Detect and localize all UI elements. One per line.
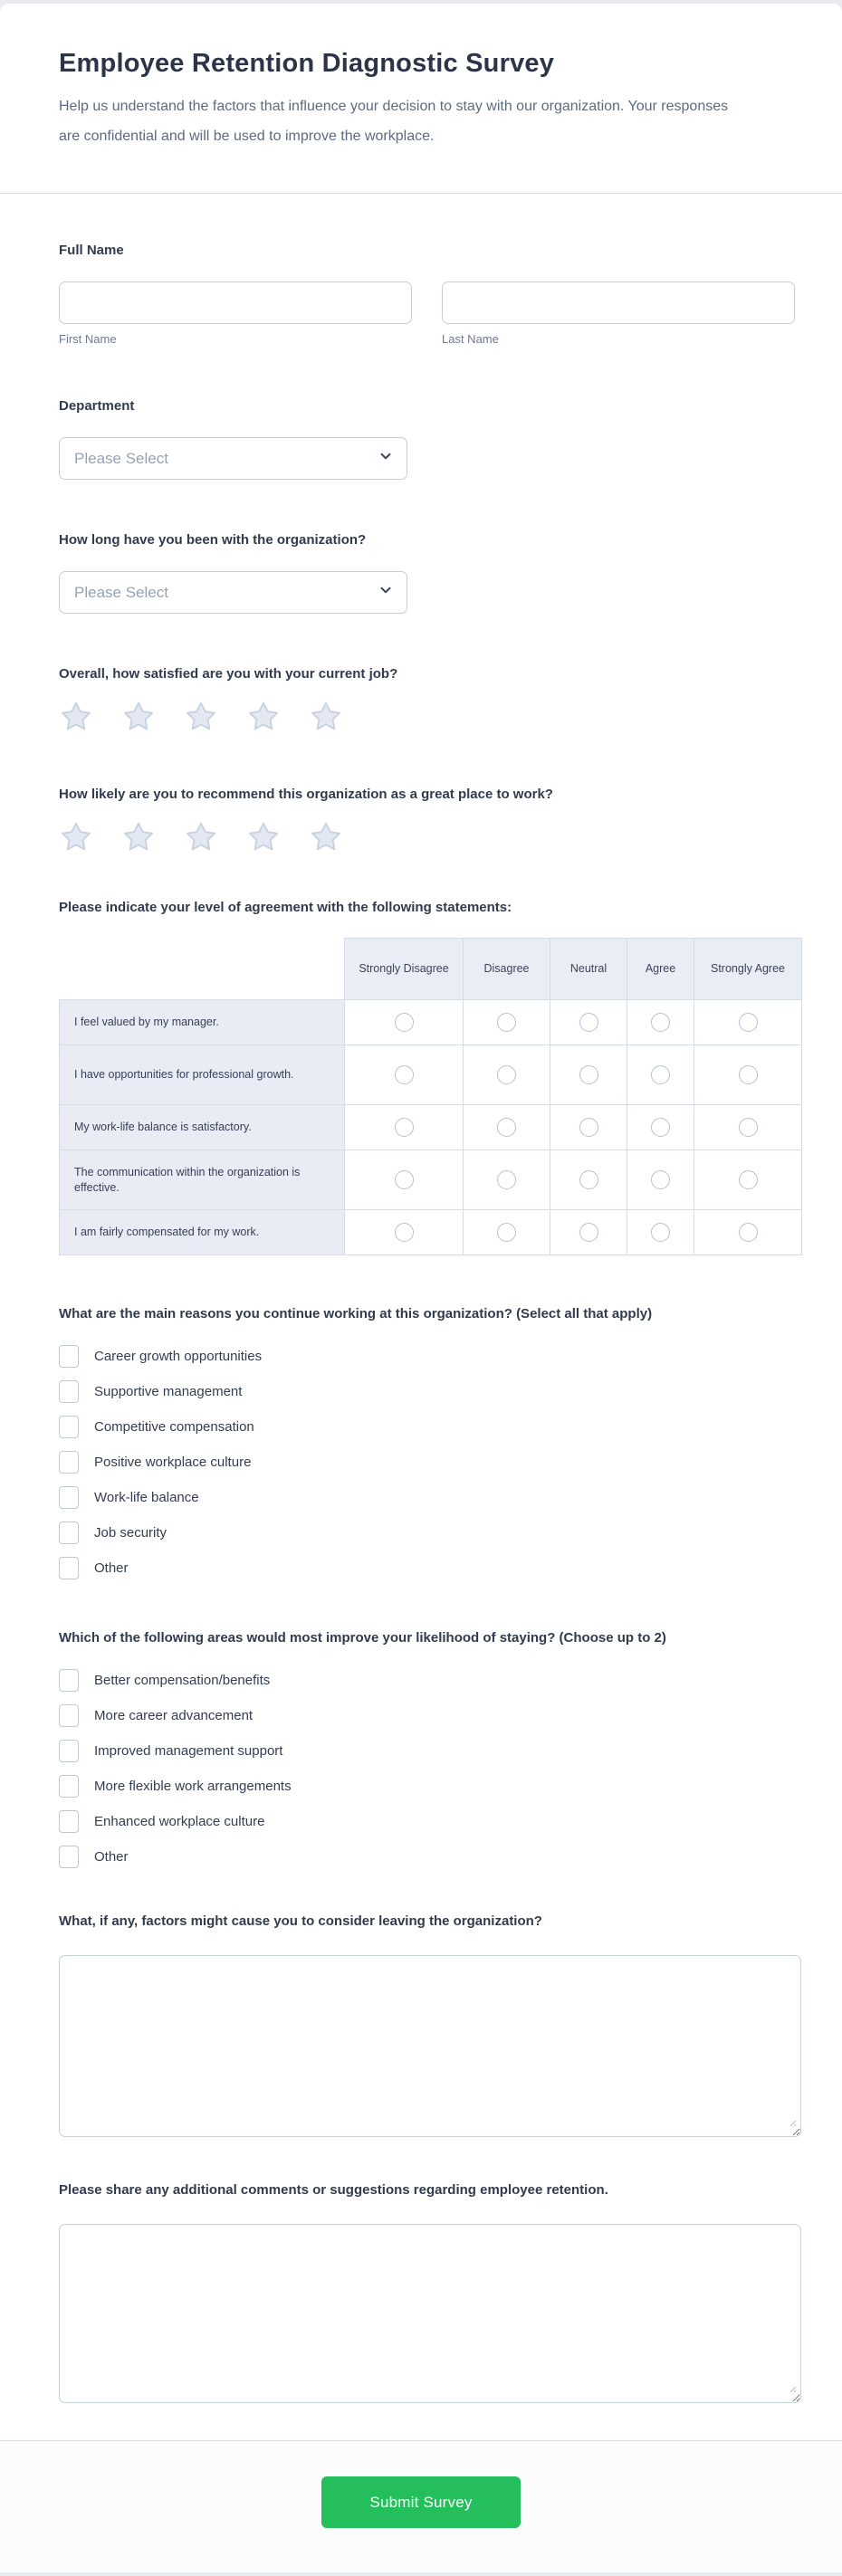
checkbox-option (59, 1380, 801, 1403)
matrix-row (60, 1045, 802, 1105)
matrix-row (60, 1000, 802, 1045)
leaving-textarea-wrap (59, 1955, 801, 2137)
checkbox[interactable] (59, 1486, 79, 1509)
checkbox-label: More career advancement (94, 1708, 254, 1723)
first-name-input[interactable] (59, 281, 412, 324)
matrix-row-label: I have opportunities for professional growth. (60, 1045, 345, 1105)
chevron-down-icon (378, 582, 394, 603)
checkbox-label: Work-life balance (94, 1490, 199, 1505)
star-icon[interactable] (121, 700, 156, 734)
satisfaction-label: Overall, how satisfied are you with your current job? (59, 666, 398, 682)
department-question (59, 395, 801, 480)
page-description: Help us understand the factors that influence your decision to stay with our organization. Your responses are confidential and will be used to improve the workplace. (59, 99, 729, 144)
radio-button[interactable] (651, 1065, 670, 1084)
star-icon[interactable] (59, 700, 93, 734)
matrix-row-label: I am fairly compensated for my work. (60, 1210, 345, 1255)
radio-button[interactable] (497, 1118, 516, 1137)
checkbox[interactable] (59, 1775, 79, 1798)
recommend-star-rating (59, 820, 801, 854)
checkbox-option (59, 1740, 801, 1762)
matrix-row (60, 1105, 802, 1150)
reasons-options (59, 1345, 801, 1579)
department-select[interactable] (59, 437, 407, 480)
checkbox-label: Other (94, 1849, 129, 1865)
matrix-column-header: Disagree (464, 939, 550, 1000)
radio-button[interactable] (651, 1118, 670, 1137)
improve-label: Which of the following areas would most improve your likelihood of staying? (Choose up to 2) (59, 1630, 666, 1646)
radio-button[interactable] (651, 1170, 670, 1189)
checkbox[interactable] (59, 1810, 79, 1833)
comments-textarea[interactable] (59, 2224, 801, 2403)
star-icon[interactable] (309, 820, 343, 854)
recommend-question (59, 783, 801, 854)
radio-button[interactable] (739, 1170, 758, 1189)
star-icon[interactable] (184, 820, 218, 854)
radio-button[interactable] (579, 1223, 598, 1242)
matrix-column-header: Neutral (550, 939, 627, 1000)
checkbox-label: Positive workplace culture (94, 1455, 252, 1470)
checkbox[interactable] (59, 1416, 79, 1438)
matrix-column-header: Strongly Disagree (345, 939, 464, 1000)
checkbox-option (59, 1345, 801, 1368)
matrix-row-label: I feel valued by my manager. (60, 1000, 345, 1045)
agreement-matrix-table (59, 938, 802, 1255)
checkbox-label: Enhanced workplace culture (94, 1814, 265, 1829)
radio-button[interactable] (497, 1170, 516, 1189)
checkbox-option (59, 1522, 801, 1544)
tenure-select-value: Please Select (74, 583, 168, 601)
improve-options (59, 1669, 801, 1868)
recommend-label: How likely are you to recommend this organization as a great place to work? (59, 787, 553, 802)
form-footer (0, 2440, 842, 2572)
agreement-matrix-question (59, 896, 801, 1255)
radio-button[interactable] (497, 1223, 516, 1242)
agreement-matrix-label: Please indicate your level of agreement with the following statements: (59, 900, 512, 915)
checkbox[interactable] (59, 1740, 79, 1762)
checkbox[interactable] (59, 1557, 79, 1579)
full-name-label: Full Name (59, 243, 124, 258)
radio-button[interactable] (395, 1118, 414, 1137)
checkbox-label: More flexible work arrangements (94, 1779, 292, 1794)
star-icon[interactable] (246, 700, 281, 734)
form-body (0, 194, 842, 2413)
matrix-row-label: My work-life balance is satisfactory. (60, 1105, 345, 1150)
checkbox-option (59, 1451, 801, 1474)
radio-button[interactable] (739, 1013, 758, 1032)
tenure-label: How long have you been with the organization? (59, 532, 367, 548)
checkbox-option (59, 1486, 801, 1509)
checkbox-option (59, 1557, 801, 1579)
survey-card (0, 4, 842, 2572)
checkbox-option (59, 1416, 801, 1438)
radio-button[interactable] (739, 1065, 758, 1084)
checkbox[interactable] (59, 1522, 79, 1544)
first-name-field (59, 281, 412, 346)
star-icon[interactable] (59, 820, 93, 854)
checkbox-label: Improved management support (94, 1743, 283, 1759)
reasons-label: What are the main reasons you continue working at this organization? (Select all that apply) (59, 1306, 653, 1321)
department-label: Department (59, 398, 135, 414)
radio-button[interactable] (395, 1170, 414, 1189)
comments-label: Please share any additional comments or suggestions regarding employee retention. (59, 2182, 608, 2198)
star-icon[interactable] (121, 820, 156, 854)
checkbox[interactable] (59, 1345, 79, 1368)
checkbox-option (59, 1810, 801, 1833)
chevron-down-icon (378, 448, 394, 469)
department-select-value: Please Select (74, 449, 168, 467)
radio-button[interactable] (739, 1223, 758, 1242)
satisfaction-star-rating (59, 700, 801, 734)
last-name-sublabel: Last Name (442, 332, 499, 346)
checkbox-option (59, 1704, 801, 1727)
page-title: Employee Retention Diagnostic Survey (59, 49, 555, 78)
tenure-question (59, 529, 801, 614)
last-name-field (442, 281, 795, 346)
matrix-header-row (60, 939, 802, 1000)
comments-textarea-wrap (59, 2224, 801, 2403)
tenure-select[interactable] (59, 571, 407, 614)
radio-button[interactable] (579, 1065, 598, 1084)
star-icon[interactable] (246, 820, 281, 854)
checkbox[interactable] (59, 1669, 79, 1692)
radio-button[interactable] (651, 1223, 670, 1242)
radio-button[interactable] (579, 1170, 598, 1189)
matrix-row (60, 1210, 802, 1255)
checkbox-option (59, 1846, 801, 1868)
last-name-input[interactable] (442, 281, 795, 324)
improve-question (59, 1627, 801, 1868)
checkbox-label: Career growth opportunities (94, 1349, 263, 1364)
star-icon[interactable] (184, 700, 218, 734)
matrix-corner-cell (60, 939, 345, 1000)
checkbox[interactable] (59, 1704, 79, 1727)
checkbox-label: Other (94, 1560, 129, 1576)
star-icon[interactable] (309, 700, 343, 734)
checkbox[interactable] (59, 1380, 79, 1403)
reasons-question (59, 1302, 801, 1579)
radio-button[interactable] (395, 1013, 414, 1032)
matrix-column-header: Strongly Agree (694, 939, 802, 1000)
checkbox[interactable] (59, 1846, 79, 1868)
checkbox-label: Supportive management (94, 1384, 243, 1399)
first-name-sublabel: First Name (59, 332, 117, 346)
comments-question (59, 2179, 801, 2403)
radio-button[interactable] (497, 1013, 516, 1032)
form-header (0, 4, 842, 193)
checkbox[interactable] (59, 1451, 79, 1474)
submit-button[interactable]: Submit Survey (321, 2476, 521, 2528)
matrix-row-label: The communication within the organization is effective. (60, 1150, 345, 1210)
checkbox-label: Better compensation/benefits (94, 1673, 271, 1688)
checkbox-label: Job security (94, 1525, 167, 1541)
radio-button[interactable] (651, 1013, 670, 1032)
satisfaction-question (59, 663, 801, 734)
radio-button[interactable] (497, 1065, 516, 1084)
matrix-column-header: Agree (627, 939, 694, 1000)
checkbox-option (59, 1669, 801, 1692)
leaving-label: What, if any, factors might cause you to consider leaving the organization? (59, 1913, 542, 1929)
matrix-row (60, 1150, 802, 1210)
checkbox-label: Competitive compensation (94, 1419, 254, 1435)
radio-button[interactable] (395, 1065, 414, 1084)
radio-button[interactable] (395, 1223, 414, 1242)
checkbox-option (59, 1775, 801, 1798)
radio-button[interactable] (739, 1118, 758, 1137)
radio-button[interactable] (579, 1013, 598, 1032)
full-name-question (59, 239, 801, 346)
full-name-inputs (59, 281, 801, 346)
leaving-question (59, 1910, 801, 2137)
leaving-textarea[interactable] (59, 1955, 801, 2137)
radio-button[interactable] (579, 1118, 598, 1137)
